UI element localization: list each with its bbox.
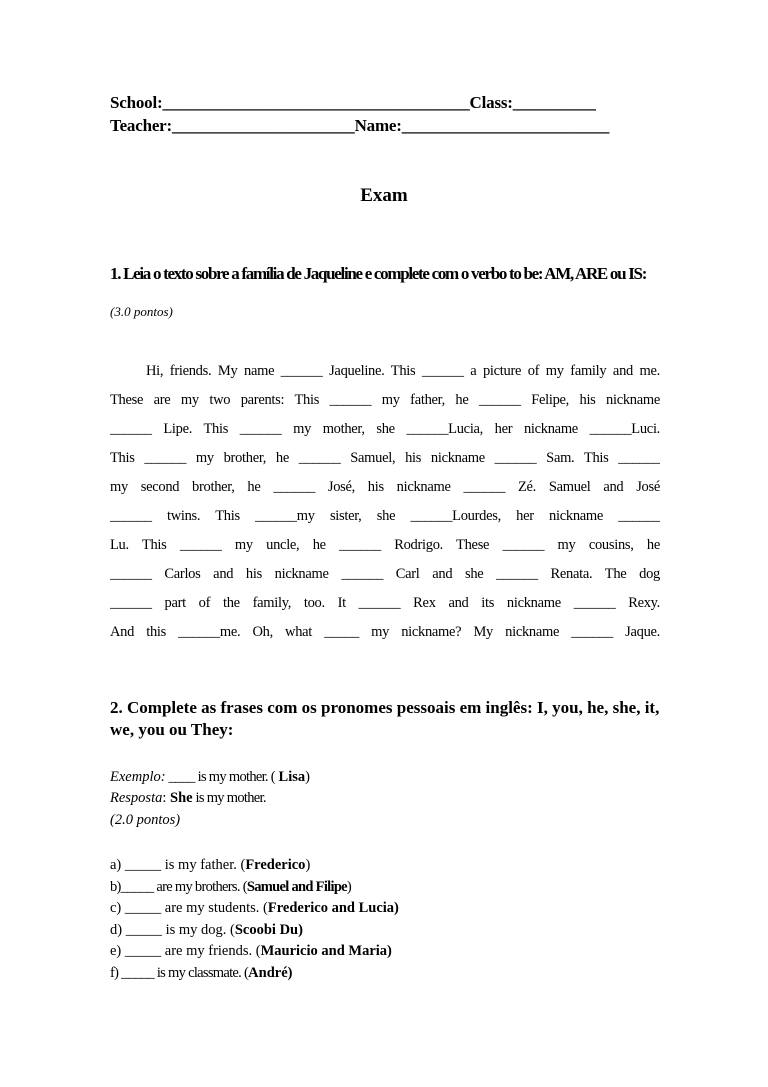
paragraph-line: This ______ my brother, he ______ Samuel, his nickname ______ Sam. This ______: [110, 450, 660, 466]
item-name: André): [248, 964, 293, 981]
list-item: [110, 941, 399, 963]
question-2-points: (2.0 pontos): [110, 812, 181, 828]
paragraph-line: ______ part of the family, too. It ______ Rex and its nickname ______ Rexy.: [110, 595, 660, 611]
list-item: [110, 898, 399, 920]
list-item: [110, 855, 399, 877]
example-text: ____ is my mother. (: [165, 769, 275, 785]
item-text: d) _____ is my dog. (: [110, 921, 235, 938]
answer-word: She: [170, 790, 193, 806]
item-name: Samuel and Filipe: [246, 878, 347, 895]
example-line: [110, 767, 310, 787]
question-1-points: (3.0 pontos): [110, 304, 173, 319]
item-text: a) _____ is my father. (: [110, 857, 246, 873]
paragraph-line: Hi, friends. My name ______ Jaqueline. This ______ a picture of my family and me.: [146, 363, 660, 379]
example-name: Lisa: [274, 769, 306, 785]
list-item: [110, 920, 399, 942]
item-name: Scoobi Du): [234, 921, 303, 938]
item-name: Mauricio and Maria): [260, 943, 392, 959]
item-text: e) _____ are my friends. (: [110, 943, 261, 959]
question-2-items: [110, 855, 399, 984]
answer-colon: :: [162, 790, 171, 806]
question-2-points-wrap: [110, 810, 180, 830]
answer-text: is my mother.: [192, 790, 266, 806]
paragraph-line: my second brother, he ______ José, his nickname ______ Zé. Samuel and José: [110, 479, 660, 495]
item-close: ): [346, 878, 352, 895]
paragraph-line: And this ______me. Oh, what _____ my nickname? My nickname ______ Jaque.: [110, 624, 660, 640]
item-text: c) _____ are my students. (: [110, 900, 268, 916]
answer-label: Resposta: [110, 790, 163, 806]
list-item: [110, 963, 399, 985]
list-item: [110, 877, 399, 899]
teacher-name-line: Teacher:______________________Name:_________________________: [110, 116, 610, 135]
answer-line: [110, 788, 266, 808]
paragraph-line: Lu. This ______ my uncle, he ______ Rodrigo. These ______ my cousins, he: [110, 537, 660, 553]
school-class-line: School:_____________________________________Class:__________: [110, 93, 596, 112]
item-name: Frederico and Lucia): [267, 900, 399, 916]
exam-title: Exam: [360, 185, 408, 206]
paragraph-line: ______ twins. This ______my sister, she ______Lourdes, her nickname ______: [110, 508, 660, 524]
example-label: Exemplo:: [110, 769, 166, 785]
item-close: ): [305, 857, 311, 873]
paragraph-line: ______ Lipe. This ______ my mother, she ______Lucia, her nickname ______Luci.: [110, 421, 660, 437]
question-1-paragraph: [110, 357, 660, 647]
item-text: b)_____ are my brothers. (: [110, 878, 247, 895]
question-1-title: 1. Leia o texto sobre a família de Jaqueline e complete com o verbo to be: AM, ARE ou IS:: [110, 264, 647, 283]
item-name: Frederico: [245, 857, 306, 873]
item-text: f) _____ is my classmate. (: [110, 964, 249, 981]
paragraph-line: ______ Carlos and his nickname ______ Carl and she ______ Renata. The dog: [110, 566, 660, 582]
example-close: ): [305, 769, 310, 785]
paragraph-line: These are my two parents: This ______ my father, he ______ Felipe, his nickname: [110, 392, 660, 408]
question-2-title: 2. Complete as frases com os pronomes pessoais em inglês: I, you, he, she, it, we, you ou They:: [110, 698, 660, 739]
